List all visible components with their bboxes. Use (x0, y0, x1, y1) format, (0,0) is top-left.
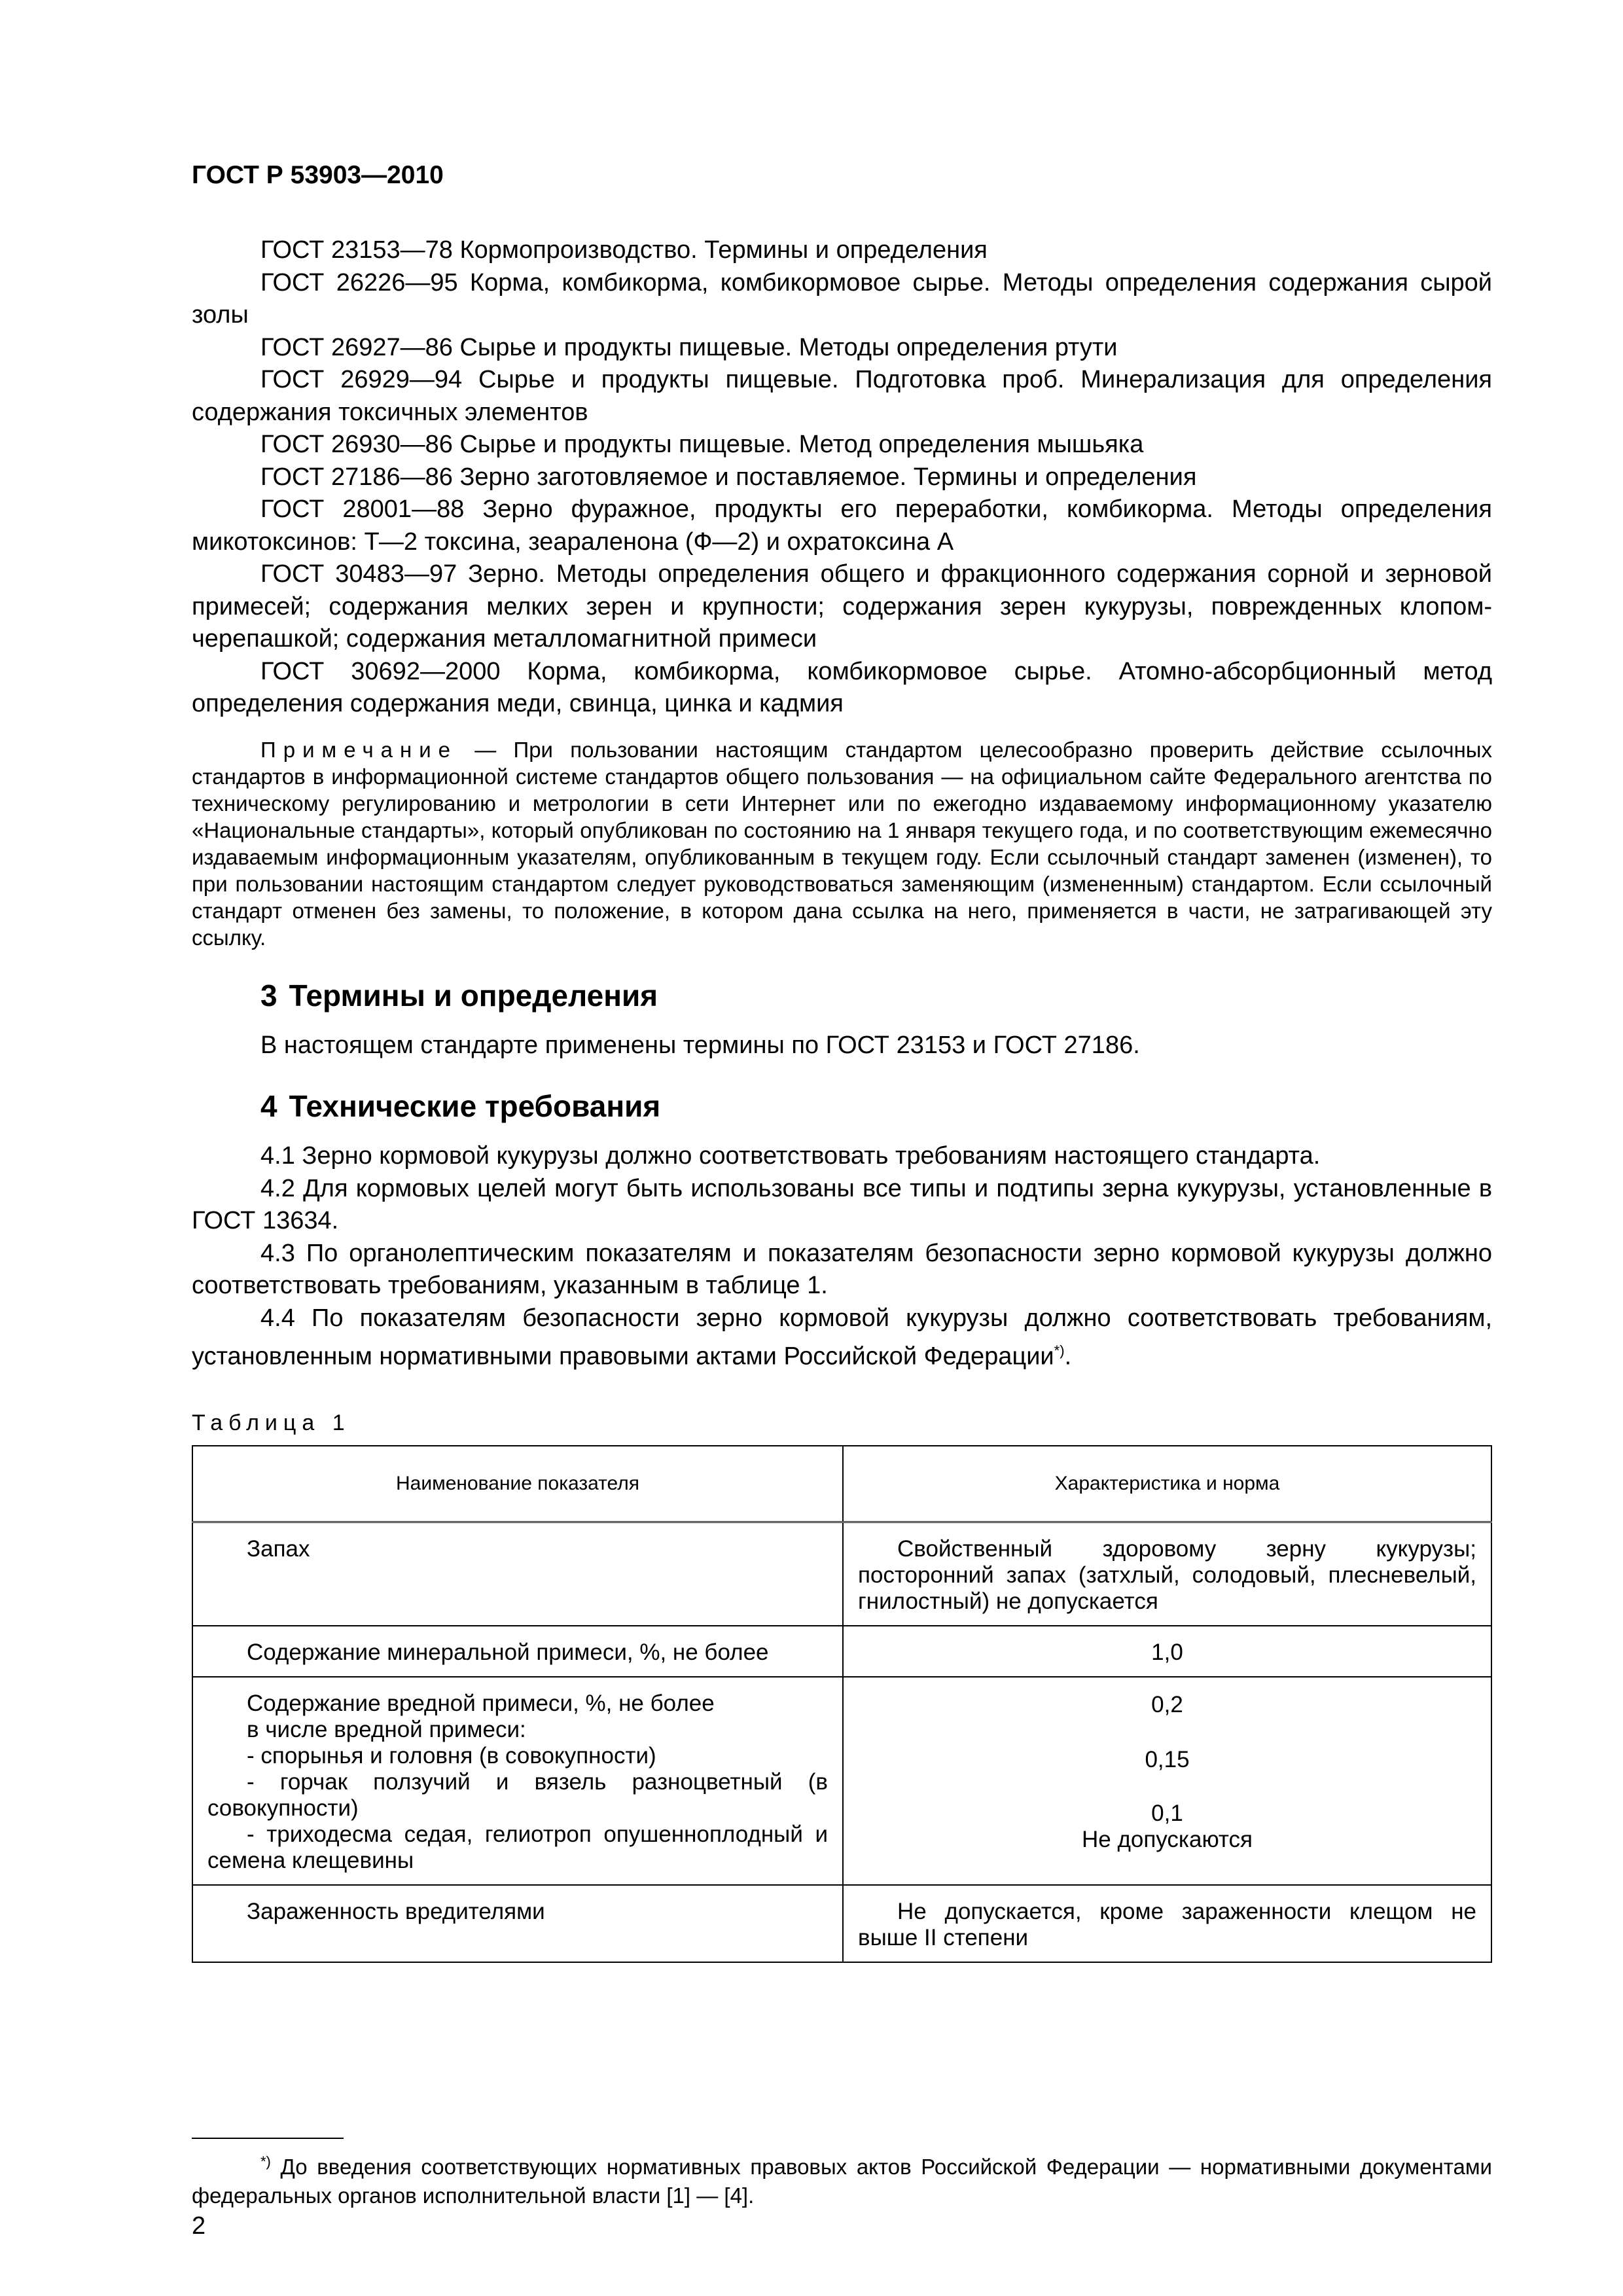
table-cell (843, 1626, 1491, 1677)
indicator-value: Не допускается, кроме зараженности клещом не выше II степени (858, 1899, 1476, 1951)
paragraph-4-1: 4.1 Зерно кормовой кукурузы должно соответствовать требованиям настоящего стандарта. (260, 1142, 1321, 1170)
requirements-table (192, 1445, 1492, 1963)
section-3-text: В настоящем стандарте применены термины по ГОСТ 23153 и ГОСТ 27186. (260, 1031, 1140, 1059)
reference-item: ГОСТ 30483—97 Зерно. Методы определения общего и фракционного содержания сорной и зерновой примесей; содержания мелких зерен и крупности; содержания зерен кукурузы, поврежденных клопом-черепашкой; содержания металломагнитной примеси (192, 560, 1492, 653)
footnote-mark: *) (260, 2153, 271, 2170)
table-cell (192, 1677, 843, 1885)
table-cell (192, 1522, 843, 1626)
table-cell (843, 1677, 1491, 1885)
section-heading: Технические требования (289, 1089, 661, 1123)
indicator-subitem: - триходесма седая, гелиотроп опушенноплодный и семена клещевины (207, 1821, 828, 1874)
table-header-row (192, 1446, 1491, 1522)
section-4-title (260, 1086, 1492, 1126)
footnote-text: До введения соответствующих нормативных правовых актов Российской Федерации — нормативными документами федеральных органов исполнительной власти [1] — [4]. (192, 2155, 1492, 2208)
indicator-value: Свойственный здоровому зерну кукурузы; посторонний запах (затхлый, солодовый, плесневелый, гнилостный) не допускается (858, 1536, 1476, 1615)
table-cell (192, 1885, 843, 1962)
table-row (192, 1677, 1491, 1885)
references-list (192, 234, 1492, 721)
section-3-title (260, 976, 1492, 1015)
note (192, 736, 1492, 951)
indicator-subitem: - спорынья и головня (в совокупности) (247, 1743, 656, 1769)
paragraph-4-2: 4.2 Для кормовых целей могут быть использованы все типы и подтипы зерна кукурузы, установленные в ГОСТ 13634. (192, 1174, 1492, 1234)
paragraph-4-4-end: . (1064, 1342, 1072, 1371)
reference-item: ГОСТ 26929—94 Сырье и продукты пищевые. Подготовка проб. Минерализация для определения содержания токсичных элементов (192, 366, 1492, 426)
indicator-subitem: - горчак ползучий и вязель разноцветный (в совокупности) (207, 1769, 828, 1821)
indicator-name: Зараженность вредителями (247, 1899, 545, 1925)
indicator-value: 0,2 (1151, 1692, 1183, 1718)
paragraph-4-4-text: 4.4 По показателям безопасности зерно кормовой кукурузы должно соответствовать требованиям, установленным нормативными правовыми актами Российской Федерации (192, 1304, 1492, 1371)
table-row (192, 1626, 1491, 1677)
paragraph-4-4 (192, 1302, 1492, 1374)
footnote (192, 2147, 1492, 2210)
table-caption: Таблица 1 (192, 1410, 351, 1436)
section-number: 4 (260, 1089, 277, 1123)
indicator-name: Содержание минеральной примеси, %, не более (247, 1640, 769, 1666)
note-label: Примечание (260, 737, 458, 762)
table-cell (843, 1885, 1491, 1962)
document-header: ГОСТ Р 53903—2010 (192, 161, 444, 189)
paragraph-4-3: 4.3 По органолептическим показателям и показателям безопасности зерно кормовой кукурузы должно соответствовать требованиям, указанным в таблице 1. (192, 1239, 1492, 1299)
reference-item: ГОСТ 28001—88 Зерно фуражное, продукты его переработки, комбикорма. Методы определения микотоксинов: Т—2 токсина, зеараленона (Ф—2) и охратоксина А (192, 495, 1492, 556)
page-number: 2 (192, 2212, 206, 2240)
indicator-value: 1,0 (1151, 1640, 1183, 1666)
footnote-ref: *) (1054, 1342, 1065, 1359)
reference-item: ГОСТ 30692—2000 Корма, комбикорма, комбикормовое сырье. Атомно-абсорбционный метод определения содержания меди, свинца, цинка и кадмия (192, 657, 1492, 717)
table-row (192, 1522, 1491, 1626)
reference-item: ГОСТ 27186—86 Зерно заготовляемое и поставляемое. Термины и определения (260, 463, 1197, 491)
indicator-value: 0,1 (1151, 1801, 1183, 1827)
column-header: Наименование показателя (192, 1446, 843, 1522)
indicator-name: Содержание вредной примеси, %, не более (247, 1691, 715, 1717)
page-content (192, 234, 1492, 1963)
reference-item: ГОСТ 26930—86 Сырье и продукты пищевые. Метод определения мышьяка (260, 431, 1144, 458)
table-row (192, 1885, 1491, 1962)
footnote-divider (192, 2138, 344, 2139)
column-header: Характеристика и норма (843, 1446, 1491, 1522)
reference-item: ГОСТ 23153—78 Кормопроизводство. Термины и определения (260, 236, 988, 264)
indicator-value: 0,15 (1145, 1747, 1190, 1773)
section-number: 3 (260, 978, 277, 1013)
table-cell (192, 1626, 843, 1677)
table-cell (843, 1522, 1491, 1626)
indicator-value: Не допускаются (1081, 1827, 1253, 1853)
indicator-name: Запах (247, 1536, 310, 1562)
indicator-subheading: в числе вредной примеси: (247, 1717, 526, 1743)
section-heading: Термины и определения (289, 978, 658, 1013)
reference-item: ГОСТ 26927—86 Сырье и продукты пищевые. Методы определения ртути (260, 333, 1118, 361)
note-text: — При пользовании настоящим стандартом целесообразно проверить действие ссылочных стандартов в информационной системе стандартов общего пользования — на официальном сайте Федерального агентства по техническому регулированию и метрологии в сети Интернет или по ежегодно издаваемому информационному указателю «Национальные стандарты», который опубликован по состоянию на 1 января текущего года, и по соответствующим ежемесячно издаваемым информационным указателям, опубликованным в текущем году. Если ссылочный стандарт заменен (изменен), то при пользовании настоящим стандартом следует руководствоваться заменяющим (измененным) стандартом. Если ссылочный стандарт отменен без замены, то положение, в котором дана ссылка на него, применяется в части, не затрагивающей эту ссылку. (192, 737, 1493, 950)
reference-item: ГОСТ 26226—95 Корма, комбикорма, комбикормовое сырье. Методы определения содержания сырой золы (192, 268, 1492, 329)
